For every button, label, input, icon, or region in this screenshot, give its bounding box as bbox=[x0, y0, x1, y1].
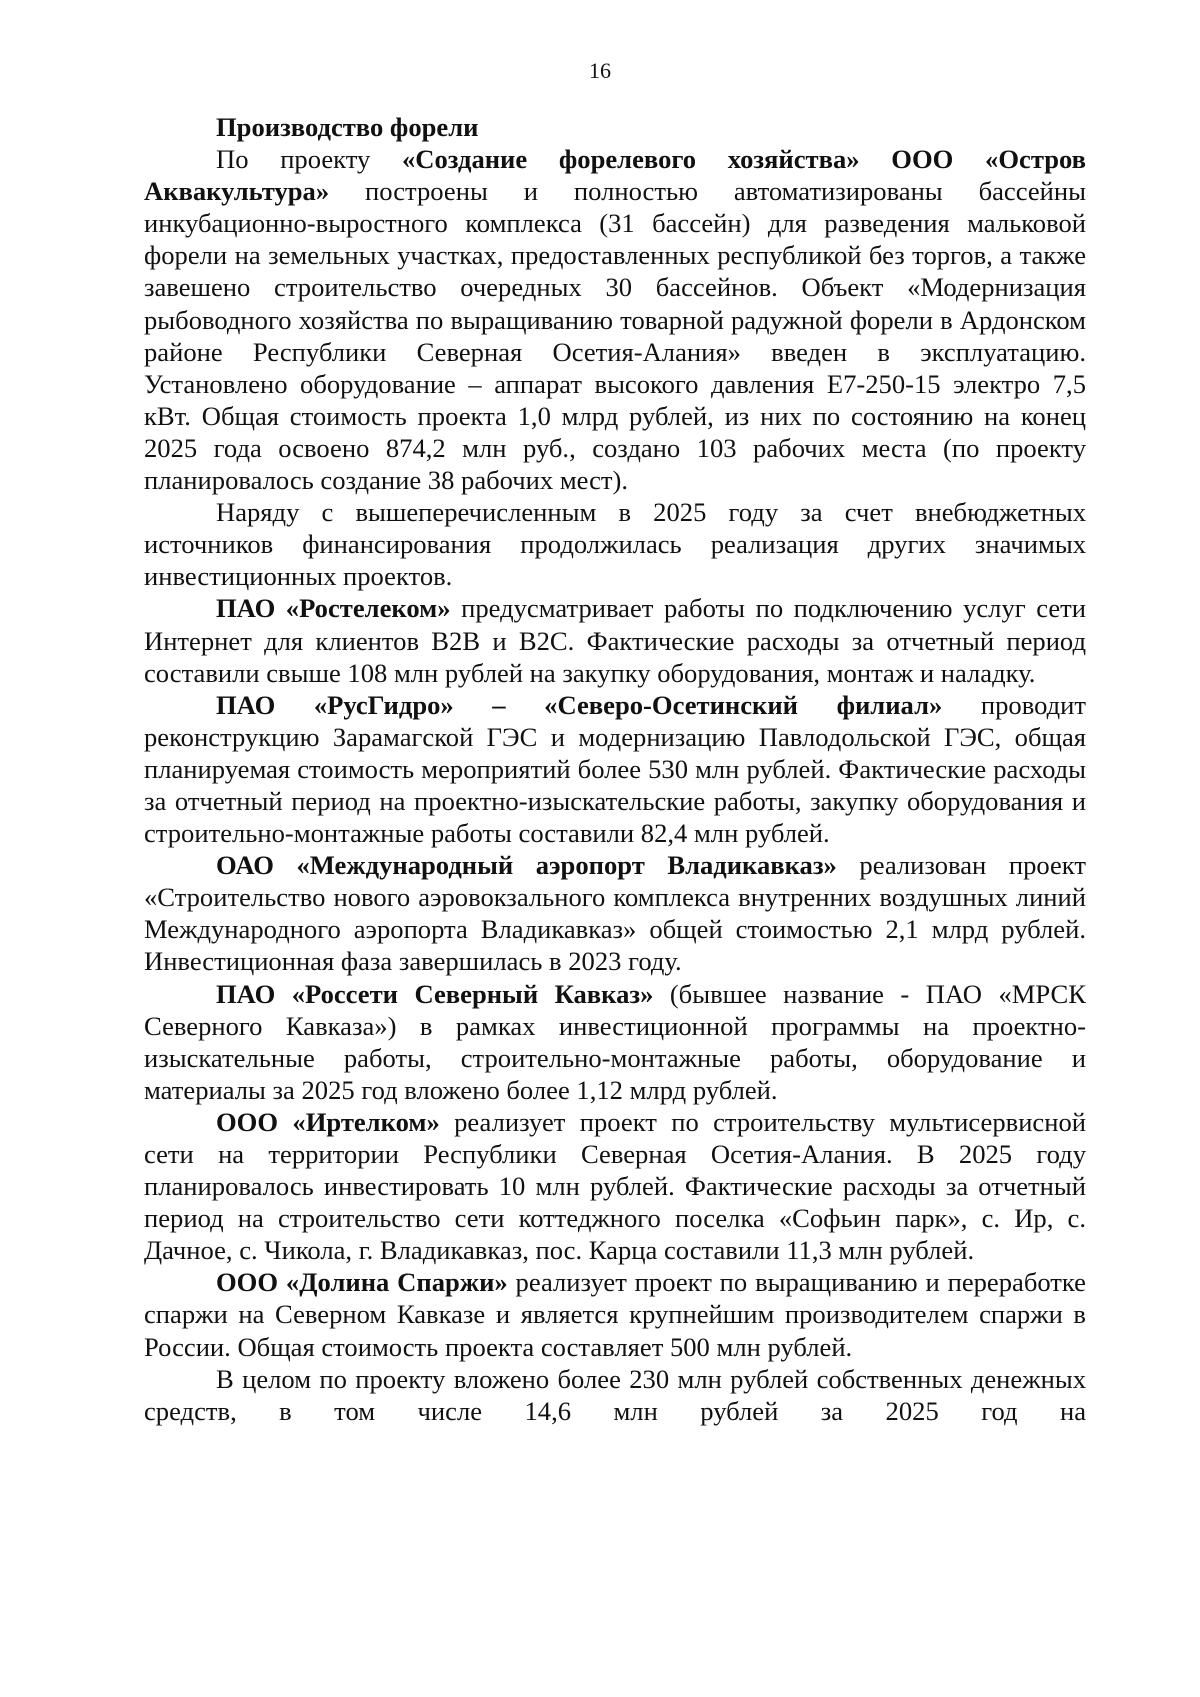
company-name: ПАО «РусГидро» – «Северо-Осетинский филиал» bbox=[216, 689, 943, 720]
paragraph-lead-text: По проекту bbox=[216, 144, 402, 175]
page-number: 16 bbox=[589, 58, 611, 83]
paragraph-text: реализует проект по строительству мультисервисной сети на территории Республики Северная Осетия-Алания. В 2025 году планировалось инвестировать 10 млн рублей. Фактические расходы за отчетный период на строительство сети коттеджного поселка «Софьин парк», с. Ир, с. Дачное, с. Чикола, г. Владикавказ, пос. Карца составили 11,3 млн рублей. bbox=[144, 1106, 1086, 1266]
paragraph-text: (бывшее название - ПАО «МРСК Северного Кавказа») в рамках инвестиционной программы на проектно-изыскательные работы, строительно-монтажные работы, оборудование и материалы за 2025 год вложено более 1,12 млрд рублей. bbox=[144, 978, 1086, 1105]
paragraph-asparagus-valley bbox=[144, 1266, 1086, 1362]
paragraph-text: проводит реконструкцию Зарамагской ГЭС и модернизацию Павлодольской ГЭС, общая планируемая стоимость мероприятий более 530 млн рублей. Фактические расходы за отчетный период на проектно-изыскательские работы, закупку оборудования и строительно-монтажные работы составили 82,4 млн рублей. bbox=[144, 689, 1086, 849]
company-name: ПАО «Россети Северный Кавказ» bbox=[216, 978, 654, 1009]
paragraph-investment-total bbox=[144, 1363, 1086, 1427]
paragraph-irtelcom bbox=[144, 1106, 1086, 1266]
paragraph-text: реализован проект «Строительство нового аэровокзального комплекса внутренних воздушных линий Международного аэропорта Владикавказ» общей стоимостью 2,1 млрд рублей. Инвестиционная фаза завершилась в 2023 году. bbox=[144, 850, 1086, 977]
section-heading: Производство форели bbox=[216, 112, 479, 142]
paragraph-text: Наряду с вышеперечисленным в 2025 году за счет внебюджетных источников финансирования продолжилась реализация других значимых инвестиционных проектов. bbox=[144, 497, 1086, 592]
company-name: ООО «Иртелком» bbox=[216, 1106, 440, 1137]
paragraph-rushydro bbox=[144, 689, 1086, 849]
paragraph-project-title: «Создание форелевого хозяйства» ООО «Остров Аквакультура» bbox=[144, 144, 1086, 207]
paragraph-text: В целом по проекту вложено более 230 млн рублей собственных денежных средств, в том числе 14,6 млн рублей за 2025 год на bbox=[144, 1363, 1086, 1426]
paragraph-text: построены и полностью автоматизированы бассейны инкубационно-выростного комплекса (31 бассейн) для разведения мальковой форели на земельных участках, предоставленных республикой без торгов, а также завешено строительство очередных 30 бассейнов. Объект «Модернизация рыбоводного хозяйства по выращиванию товарной радужной форели в Ардонском районе Республики Северная Осетия-Алания» введен в эксплуатацию. Установлено оборудование – аппарат высокого давления E7-250-15 электро 7,5 кВт. Общая стоимость проекта 1,0 млрд рублей, из них по состоянию на конец 2025 года освоено 874,2 млн руб., создано 103 рабочих места (по проекту планировалось создание 38 рабочих мест). bbox=[144, 176, 1086, 496]
document-body bbox=[144, 111, 1086, 1427]
company-name: ПАО «Ростелеком» bbox=[216, 593, 451, 624]
paragraph-text: реализует проект по выращиванию и переработке спаржи на Северном Кавказе и является крупнейшим производителем спаржи в России. Общая стоимость проекта составляет 500 млн рублей. bbox=[144, 1267, 1086, 1362]
paragraph-rosseti bbox=[144, 978, 1086, 1106]
paragraph-rostelecom bbox=[144, 592, 1086, 688]
company-name: ООО «Долина Спаржи» bbox=[216, 1267, 508, 1298]
paragraph-other-projects bbox=[144, 496, 1086, 592]
paragraph-airport bbox=[144, 849, 1086, 977]
paragraph-trout-project bbox=[144, 143, 1086, 496]
paragraph-text: предусматривает работы по подключению услуг сети Интернет для клиентов B2B и B2C. Фактические расходы за отчетный период составили свыше 108 млн рублей на закупку оборудования, монтаж и наладку. bbox=[144, 593, 1086, 688]
company-name: ОАО «Международный аэропорт Владикавказ» bbox=[216, 850, 837, 881]
